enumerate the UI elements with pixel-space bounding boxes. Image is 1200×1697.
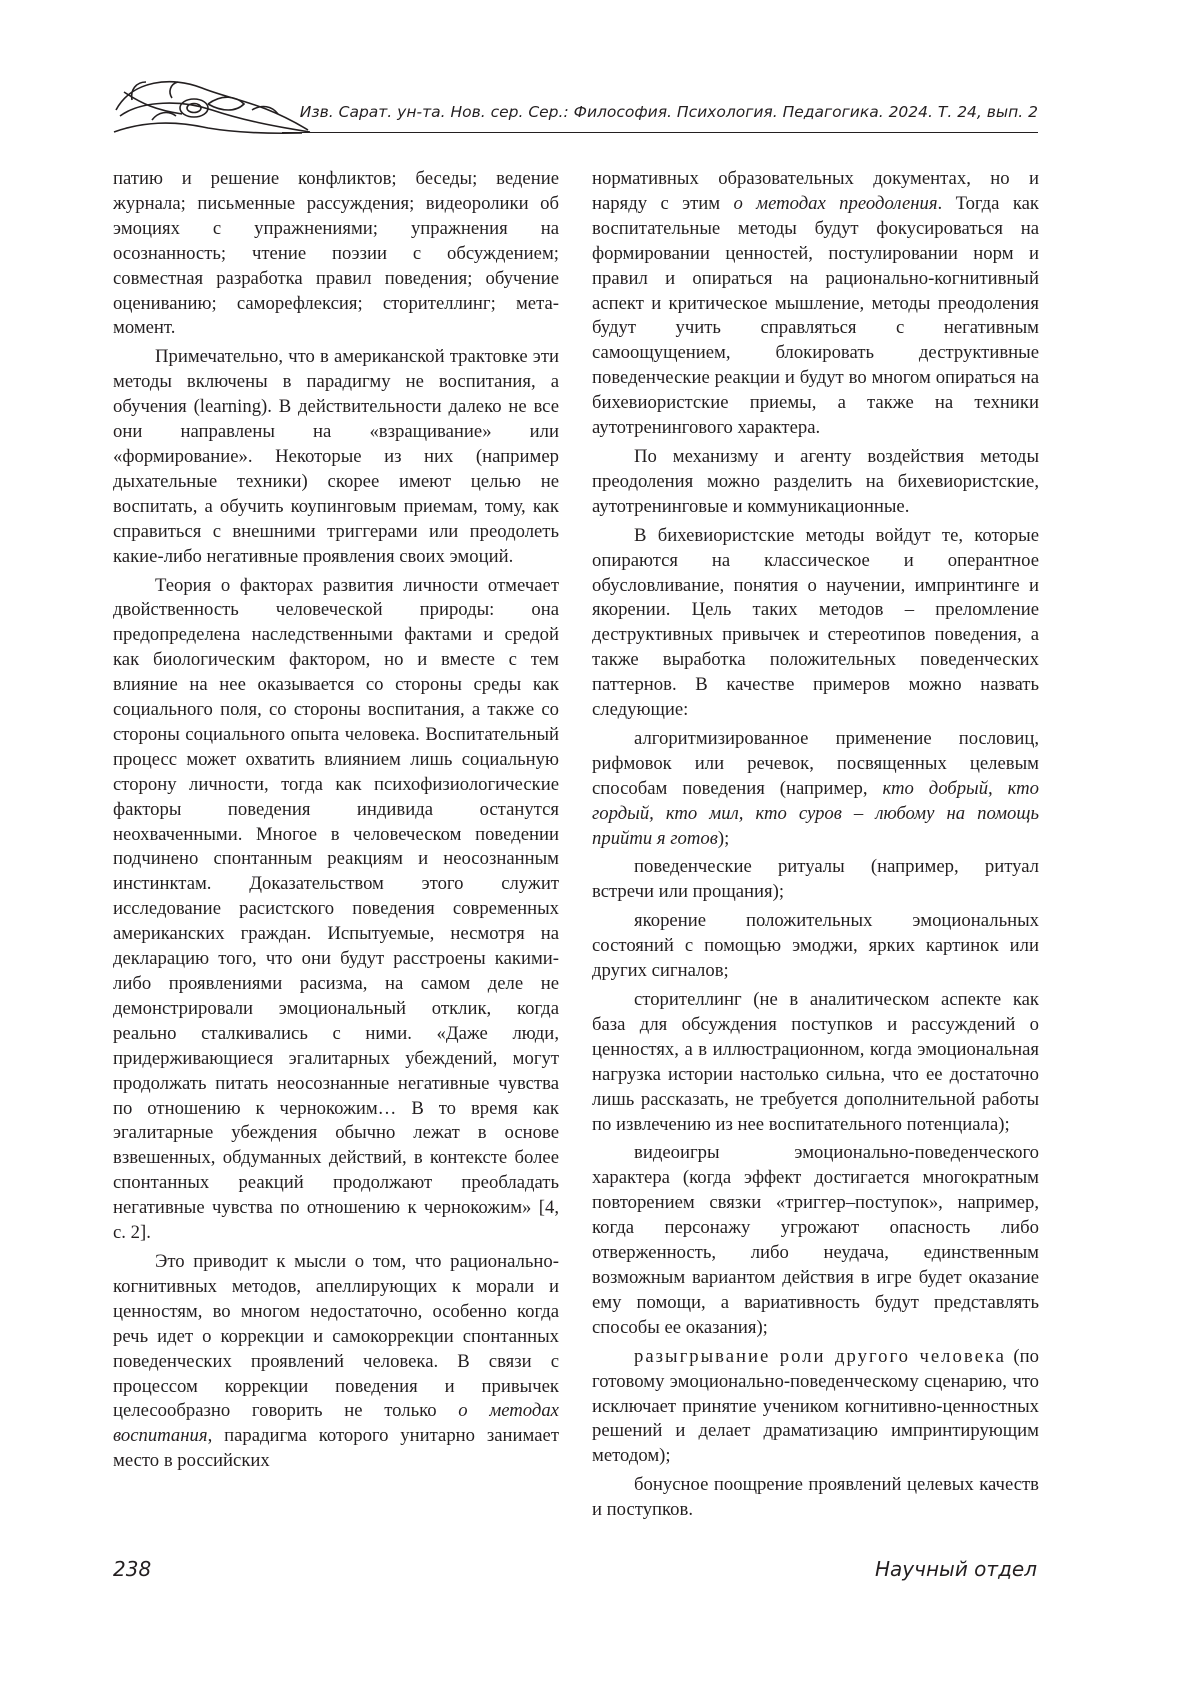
page-number: 238 (113, 1557, 152, 1581)
paragraph: В бихевиористские методы войдут те, которые опираются на классическое и оперантное обусловливание, понятия о научении, импринтинге и якорении. Цель таких методов – преломление деструктивных привычек и стереотипов поведения, а также выработка положительных поведенческих паттернов. В качестве примеров можно назвать следующие: (592, 524, 1039, 721)
paragraph: По механизму и агенту воздействия методы преодоления можно разделить на бихевиористские, аутотренинговые и коммуникационные. (592, 445, 1039, 517)
list-item: бонусное поощрение проявлений целевых качеств и поступков. (592, 1474, 1039, 1521)
list-item: алгоритмизированное применение пословиц, рифмовок или речевок, посвященных целевым способам поведения (например, кто добрый, кто гордый, кто мил, кто суров – любому на помощь прийти я готов); (592, 727, 1039, 849)
right-column (592, 167, 1039, 1527)
art-nouveau-ornament-icon (112, 70, 312, 140)
list-item: якорение положительных эмоциональных состояний с помощью эмоджи, ярких картинок или других сигналов; (592, 910, 1039, 982)
paragraph: Теория о факторах развития личности отмечает двойственность человеческой природы: она предопределена наследственными фактами и средой как биологическим фактором, но и вместе с тем влияние на нее оказывается со стороны среды как социального поля, со стороны воспитания, а также со стороны социального опыта человека. Воспитательный процесс может охватить влиянием лишь социальную сторону личности, тогда как психофизиологические факторы поведения индивида останутся неохваченными. Многое в человеческом поведении подчинено спонтанным реакциям и неосознанным инстинктам. Доказательством этого служит исследование расистского поведения современных американских граждан. Испытуемые, несмотря на декларацию того, что они будут расстроены какими-либо проявлениями расизма, на самом деле не демонстрировали эмоциональный отклик, когда реально сталкивались с ними. «Даже люди, придерживающиеся эгалитарных убеждений, могут продолжать питать неосознанные негативные чувства по отношению к чернокожим… В то время как эгалитарные убеждения обычно лежат в основе взвешенных, обдуманных действий, в контексте более спонтанных реакций продолжают преобладать негативные чувства по отношению к чернокожим» [4, с. 2]. (113, 574, 559, 1244)
running-header (112, 70, 1038, 140)
list-item: поведенческие ритуалы (например, ритуал встречи или прощания); (592, 856, 1039, 903)
running-title: Изв. Сарат. ун-та. Нов. сер. Сер.: Философия. Психология. Педагогика. 2024. Т. 24, вып. 2 (299, 103, 1038, 121)
paragraph: Примечательно, что в американской трактовке эти методы включены в парадигму не воспитания, а обучения (learning). В действительности далеко не все они направлены на «взращивание» или «формирование». Некоторые из них (например дыхательные техники) скорее имеют целью не воспитать, а обучить коупинговым приемам, тому, как справиться с внешними триггерами или преодолеть какие-либо негативные проявления своих эмоций. (113, 346, 559, 567)
left-column (113, 167, 559, 1478)
list-item: разыгрывание роли другого человека (по готовому эмоционально-поведенческому сценарию, что исключает принятие учеником когнитивно-ценностных решений и делает драматизацию импринтирующим методом); (592, 1345, 1039, 1467)
list-item: сторителлинг (не в аналитическом аспекте как база для обсуждения поступков и рассуждений о ценностях, а в иллюстрационном, когда эмоциональная нагрузка истории настолько сильна, что ее достаточно лишь рассказать, не требуется дополнительной работы по извлечению из нее воспитательного потенциала); (592, 989, 1039, 1135)
paragraph: нормативных образовательных документах, но и наряду с этим о методах преодоления. Тогда как воспитательные методы будут фокусироваться на формировании ценностей, постулировании норм и правил и опираться на рационально-когнитивный аспект и критическое мышление, методы преодоления будут учить справляться с негативным самоощущением, блокировать деструктивные поведенческие реакции и будут во многом опираться на бихевиористские приемы, а также на техники аутотренингового характера. (592, 168, 1039, 439)
list-item: видеоигры эмоционально-поведенческого характера (когда эффект достигается многократным повторением связки «триггер–поступок», например, когда персонажу угрожают опасность либо отверженность, либо неудача, единственным возможным вариантом действия в игре будет оказание ему помощи, а вариативность будут представлять способы ее оказания); (592, 1142, 1039, 1338)
header-rule (282, 132, 1038, 133)
section-name: Научный отдел (875, 1557, 1037, 1581)
paragraph: Это приводит к мысли о том, что рационально-когнитивных методов, апеллирующих к морали и ценностям, во многом недостаточно, особенно когда речь идет о коррекции и самокоррекции спонтанных поведенческих проявлений человека. В связи с процессом коррекции поведения и привычек целесообразно говорить не только о методах воспитания, парадигма которого унитарно занимает место в российских (113, 1250, 559, 1472)
paragraph: патию и решение конфликтов; беседы; ведение журнала; письменные рассуждения; видеоролики об эмоциях с упражнениями; упражнения на осознанность; чтение поэзии с обсуждением; совместная разработка правил поведения; обучение оцениванию; саморефлексия; сторителлинг; мета-момент. (113, 168, 559, 339)
